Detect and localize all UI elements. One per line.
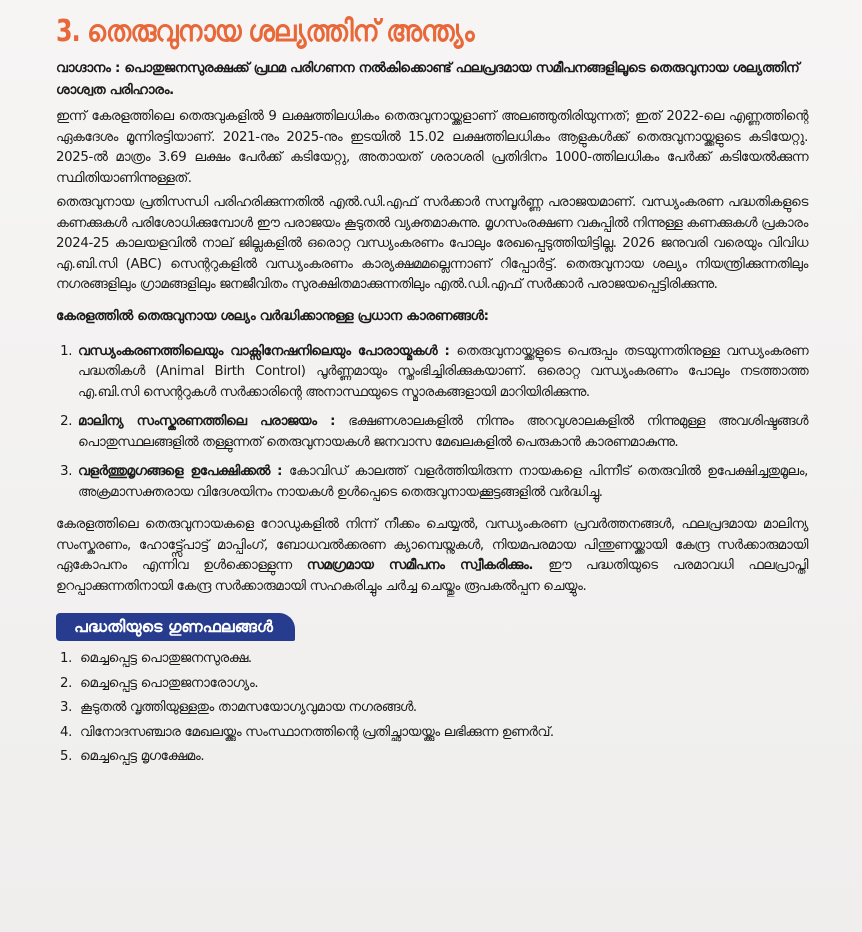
reason-item (76, 342, 808, 404)
reason-label: മാലിന്യ സംസ്കരണത്തിലെ പരാജയം : (78, 414, 336, 429)
reason-label: വളർത്തുമൃഗങ്ങളെ ഉപേക്ഷിക്കൽ : (78, 464, 283, 479)
closing-bold-phrase: സമഗ്രമായ സമീപനം സ്വീകരിക്കും. (306, 558, 534, 573)
reason-item (76, 462, 808, 503)
reason-text: ഭക്ഷണശാലകളിൽ നിന്നും അറവുശാലകളിൽ നിന്നുമുള്ള അവശിഷ്ടങ്ങൾ പൊതുസ്ഥലങ്ങളിൽ തള്ളുന്നത് തെരുവുനായകൾ ജനവാസ മേഖലകളിൽ പെരുകാൻ കാരണമാകുന്നു. (78, 414, 808, 450)
paragraph-statistics: ഇന്ന് കേരളത്തിലെ തെരുവുകളിൽ 9 ലക്ഷത്തിലധികം തെരുവുനായ്ക്കളാണ് അലഞ്ഞുതിരിയുന്നത്; ഇത് 2022-ലെ എണ്ണത്തിന്റെ ഏകദേശം മൂന്നിരട്ടിയാണ്. 2021-നും 2025-നും ഇടയിൽ 15.02 ലക്ഷത്തിലധികം ആളുകൾക്ക് തെരുവുനായ്ക്കളുടെ കടിയേറ്റു. 2025-ൽ മാത്രം 3.69 ലക്ഷം പേർക്ക് കടിയേറ്റു, അതായത് ശരാശരി പ്രതിദിനം 1000-ത്തിലധികം പേർക്ക് കടിയേൽക്കുന്ന സ്ഥിതിയാണിന്നുള്ളത്. (56, 109, 808, 186)
benefits-list (56, 647, 808, 770)
benefit-item: 5. മെച്ചപ്പെട്ട മൃഗക്ഷേമം. (76, 745, 808, 770)
reason-text: തെരുവുനായ്ക്കളുടെ പെരുപ്പം തടയുന്നതിനുള്ള വന്ധ്യംകരണ പദ്ധതികൾ (Animal Birth Control) പൂർണ്ണമായും സ്തംഭിച്ചിരിക്കുകയാണ്. ഒരൊറ്റ വന്ധ്യംകരണം പോലും നടത്താത്ത എ.ബി.സി സെന്ററുകൾ സർക്കാരിന്റെ അനാസ്ഥയുടെ സ്മാരകങ്ങളായി മാറിയിരിക്കുന്നു. (78, 343, 808, 400)
document-page (56, 12, 808, 770)
reasons-list (56, 342, 808, 504)
closing-text-after: ഈ പദ്ധതിയുടെ പരമാവധി ഫലപ്രാപ്തി ഉറപ്പാക്കുന്നതിനായി കേന്ദ്ര സർക്കാരുമായി സഹകരിച്ചും ചർച്ച ചെയ്തും രൂപകൽപ്പന ചെയ്യും. (56, 558, 808, 594)
benefit-item: 1. മെച്ചപ്പെട്ട പൊതുജനസുരക്ഷ. (76, 647, 808, 672)
closing-text-before: കേരളത്തിലെ തെരുവുനായകളെ റോഡുകളിൽ നിന്ന് നീക്കം ചെയ്യൽ, വന്ധ്യംകരണ പ്രവർത്തനങ്ങൾ, ഫലപ്രദമായ മാലിന്യ സംസ്കരണം, ഹോട്ട്സ്പോട്ട് മാപ്പിംഗ്, ബോധവൽക്കരണ ക്യാമ്പെയ്നുകൾ, നിയമപരമായ പിന്തുണയ്ക്കായി കേന്ദ്ര സർക്കാരുമായി ഏകോപനം എന്നിവ ഉൾക്കൊള്ളുന്ന (56, 517, 808, 573)
benefit-item: 2. മെച്ചപ്പെട്ട പൊതുജനാരോഗ്യം. (76, 672, 808, 697)
promise-statement: വാഗ്ദാനം : പൊതുജനസുരക്ഷക്ക് പ്രഥമ പരിഗണന നൽകിക്കൊണ്ട് ഫലപ്രദമായ സമീപനങ്ങളിലൂടെ തെരുവുനായ ശല്യത്തിന് ശാശ്വത പരിഹാരം. (56, 61, 800, 98)
benefits-heading-badge: പദ്ധതിയുടെ ഗുണഫലങ്ങൾ (56, 613, 295, 641)
benefit-item: 4. വിനോദസഞ്ചാര മേഖലയ്ക്കും സംസ്ഥാനത്തിന്റെ പ്രതിച്ഛായയ്ക്കും ലഭിക്കുന്ന ഉണർവ്. (76, 721, 808, 746)
reason-label: വന്ധ്യംകരണത്തിലെയും വാക്സിനേഷനിലെയും പോരായ്മകൾ : (78, 343, 450, 359)
section-title: 3. തെരുവുനായ ശല്യത്തിന് അന്ത്യം (56, 14, 474, 49)
reason-text: കോവിഡ് കാലത്ത് വളർത്തിയിരുന്ന നായകളെ പിന്നീട് തെരുവിൽ ഉപേക്ഷിച്ചതുമൂലം, അക്രമാസക്തരായ വിദേശയിനം നായകൾ ഉൾപ്പെടെ തെരുവുനായക്കൂട്ടങ്ങളിൽ വർദ്ധിച്ചു. (78, 464, 808, 500)
benefit-item: 3. കൂടുതൽ വൃത്തിയുള്ളതും താമസയോഗ്യവുമായ നഗരങ്ങൾ. (76, 696, 808, 721)
closing-paragraph (56, 515, 808, 597)
reasons-heading: കേരളത്തിൽ തെരുവുനായ ശല്യം വർദ്ധിക്കാനുള്ള പ്രധാന കാരണങ്ങൾ: (56, 308, 489, 324)
reason-item (76, 412, 808, 453)
paragraph-government-failure: തെരുവുനായ പ്രതിസന്ധി പരിഹരിക്കുന്നതിൽ എൽ.ഡി.എഫ് സർക്കാർ സമ്പൂർണ്ണ പരാജയമാണ്. വന്ധ്യംകരണ പദ്ധതികളുടെ കണക്കുകൾ പരിശോധിക്കുമ്പോൾ ഈ പരാജയം കൂടുതൽ വ്യക്തമാകുന്നു. മൃഗസംരക്ഷണ വകുപ്പിൽ നിന്നുള്ള കണക്കുകൾ പ്രകാരം 2024-25 കാലയളവിൽ നാല് ജില്ലകളിൽ ഒരൊറ്റ വന്ധ്യംകരണം പോലും രേഖപ്പെടുത്തിയിട്ടില്ല. 2026 ജനുവരി വരെയും വിവിധ എ.ബി.സി (ABC) സെന്ററുകളിൽ വന്ധ്യംകരണം കാര്യക്ഷമമല്ലെന്നാണ് റിപ്പോർട്ട്. തെരുവുനായ ശല്യം നിയന്ത്രിക്കുന്നതിലും നഗരങ്ങളിലും ഗ്രാമങ്ങളിലും ജനജീവിതം സുരക്ഷിതമാക്കുന്നതിലും എൽ.ഡി.എഫ് സർക്കാർ പരാജയപ്പെട്ടിരിക്കുന്നു. (56, 195, 808, 292)
